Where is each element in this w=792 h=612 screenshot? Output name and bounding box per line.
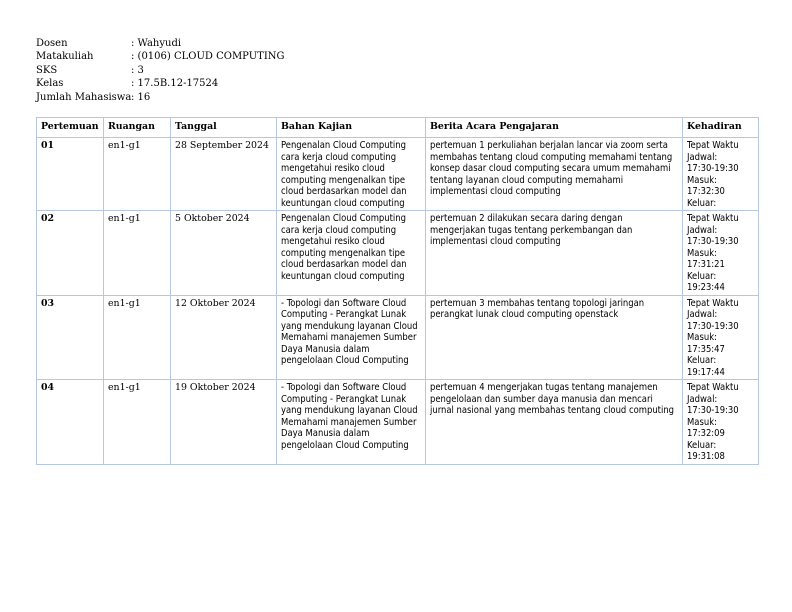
cell-kehadiran: Tepat Waktu Jadwal: 17:30-19:30 Masuk: 17:32:30 Keluar: xyxy=(683,138,759,211)
cell-bahan-kajian: - Topologi dan Software Cloud Computing - Perangkat Lunak yang mendukung layanan Cloud Memahami manajemen Sumber Daya Manusia dalam pengelolaan Cloud Computing xyxy=(277,295,426,380)
cell-pertemuan: 03 xyxy=(37,295,104,380)
cell-tanggal: 28 September 2024 xyxy=(171,138,277,211)
meta-row-dosen xyxy=(36,37,285,50)
header-pertemuan: Pertemuan xyxy=(37,118,104,138)
cell-bahan-kajian: Pengenalan Cloud Computing cara kerja cloud computing mengetahui resiko cloud computing mengenalkan tipe cloud berdasarkan model dan keuntungan cloud computing xyxy=(277,211,426,296)
header-kehadiran: Kehadiran xyxy=(683,118,759,138)
cell-tanggal: 12 Oktober 2024 xyxy=(171,295,277,380)
cell-pertemuan: 01 xyxy=(37,138,104,211)
cell-ruangan: en1-g1 xyxy=(104,138,171,211)
cell-tanggal: 5 Oktober 2024 xyxy=(171,211,277,296)
meta-value: : 3 xyxy=(131,64,144,76)
cell-kehadiran: Tepat Waktu Jadwal: 17:30-19:30 Masuk: 17:35:47 Keluar: 19:17:44 xyxy=(683,295,759,380)
cell-ruangan: en1-g1 xyxy=(104,380,171,465)
meta-value: : Wahyudi xyxy=(131,38,182,49)
meta-row-sks xyxy=(36,64,285,77)
meta-value: : 16 xyxy=(131,91,151,103)
table-row xyxy=(37,138,759,211)
cell-bahan-kajian: - Topologi dan Software Cloud Computing - Perangkat Lunak yang mendukung layanan Cloud Memahami manajemen Sumber Daya Manusia dalam pengelolaan Cloud Computing xyxy=(277,380,426,465)
cell-berita-acara: pertemuan 3 membahas tentang topologi jaringan perangkat lunak cloud computing openstack xyxy=(426,295,683,380)
cell-ruangan: en1-g1 xyxy=(104,211,171,296)
table-row xyxy=(37,295,759,380)
header-bahan-kajian: Bahan Kajian xyxy=(277,118,426,138)
cell-pertemuan: 02 xyxy=(37,211,104,296)
table-row xyxy=(37,380,759,465)
meta-label: SKS xyxy=(36,64,58,76)
cell-kehadiran: Tepat Waktu Jadwal: 17:30-19:30 Masuk: 17:31:21 Keluar: 19:23:44 xyxy=(683,211,759,296)
course-info xyxy=(36,37,285,104)
meta-label: Kelas xyxy=(36,78,64,90)
table-row xyxy=(37,211,759,296)
cell-berita-acara: pertemuan 2 dilakukan secara daring dengan mengerjakan tugas tentang perkembangan dan implementasi cloud computing xyxy=(426,211,683,296)
meta-label: Matakuliah xyxy=(36,51,94,63)
table-header-row xyxy=(37,118,759,138)
cell-ruangan: en1-g1 xyxy=(104,295,171,380)
meta-label: Jumlah Mahasiswa xyxy=(36,91,132,103)
attendance-table xyxy=(36,117,759,465)
cell-pertemuan: 04 xyxy=(37,380,104,465)
meta-label: Dosen xyxy=(36,38,68,49)
cell-berita-acara: pertemuan 4 mengerjakan tugas tentang manajemen pengelolaan dan sumber daya manusia dan mencari jurnal nasional yang membahas tentang cloud computing xyxy=(426,380,683,465)
header-ruangan: Ruangan xyxy=(104,118,171,138)
header-tanggal: Tanggal xyxy=(171,118,277,138)
cell-tanggal: 19 Oktober 2024 xyxy=(171,380,277,465)
meta-row-jumlah-mahasiswa xyxy=(36,91,285,104)
cell-bahan-kajian: Pengenalan Cloud Computing cara kerja cloud computing mengetahui resiko cloud computing mengenalkan tipe cloud berdasarkan model dan keuntungan cloud computing xyxy=(277,138,426,211)
header-berita-acara: Berita Acara Pengajaran xyxy=(426,118,683,138)
meta-row-matakuliah xyxy=(36,50,285,63)
cell-berita-acara: pertemuan 1 perkuliahan berjalan lancar via zoom serta membahas tentang cloud computing memahami tentang konsep dasar cloud computing secara umum memahami tentang layanan cloud computing memahami implementasi cloud computing xyxy=(426,138,683,211)
meta-row-kelas xyxy=(36,77,285,90)
meta-value: : 17.5B.12-17524 xyxy=(131,78,219,90)
meta-value: : (0106) CLOUD COMPUTING xyxy=(131,51,285,63)
cell-kehadiran: Tepat Waktu Jadwal: 17:30-19:30 Masuk: 17:32:09 Keluar: 19:31:08 xyxy=(683,380,759,465)
